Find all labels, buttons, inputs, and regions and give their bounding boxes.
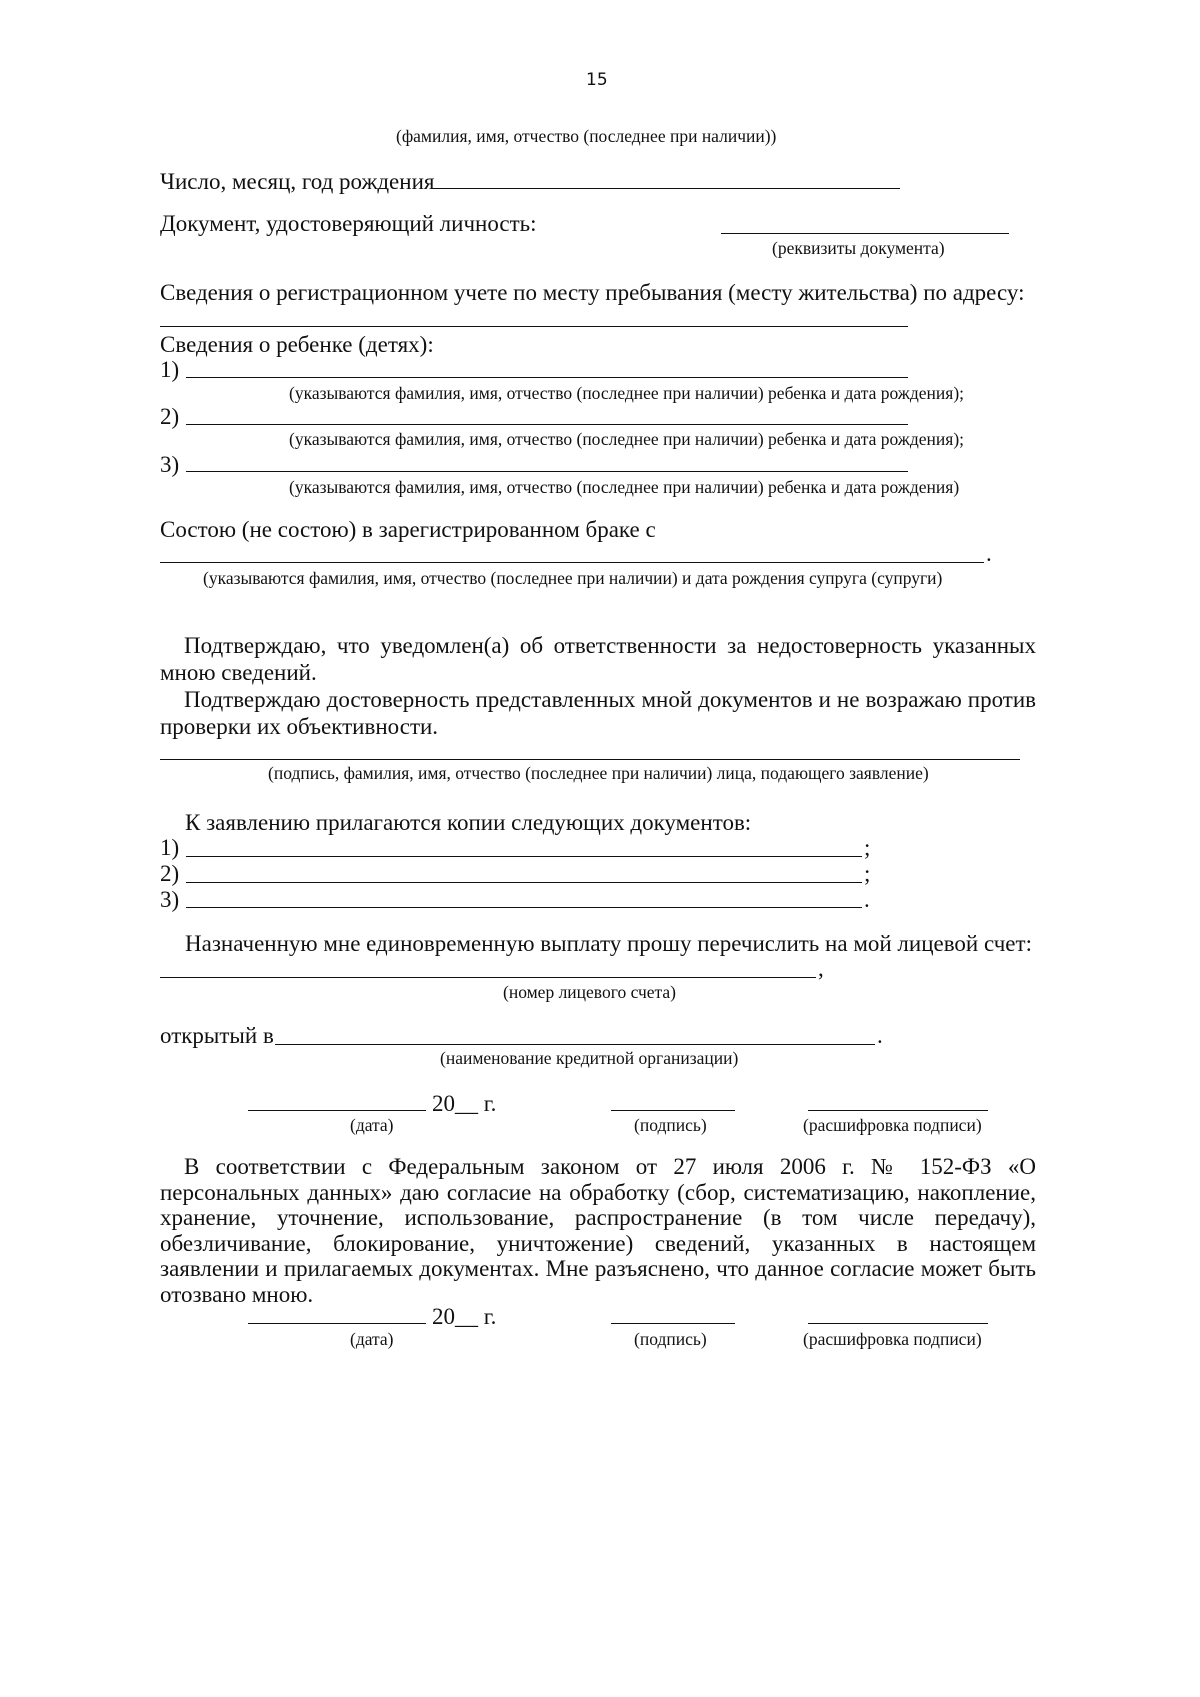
spouse-field[interactable] (160, 562, 984, 563)
child-1-hint: (указываются фамилия, имя, отчество (последнее при наличии) ребенка и дата рождения); (289, 383, 965, 403)
id-document-field[interactable] (721, 233, 1009, 234)
attachment-3-number: 3) (160, 887, 180, 912)
attachments-label: К заявлению прилагаются копии следующих документов: (185, 810, 752, 835)
signature-1-field[interactable] (611, 1110, 735, 1111)
child-3-hint: (указываются фамилия, имя, отчество (последнее при наличии) ребенка и дата рождения) (289, 477, 960, 497)
date-2-hint: (дата) (350, 1329, 394, 1349)
applicant-signature-hint: (подпись, фамилия, имя, отчество (последнее при наличии) лица, подающего заявление) (268, 763, 929, 783)
signature-decode-1-hint: (расшифровка подписи) (803, 1115, 982, 1135)
attachment-1-field[interactable] (186, 856, 862, 857)
children-label: Сведения о ребенке (детях): (160, 332, 434, 357)
confirm-responsibility: Подтверждаю, что уведомлен(а) об ответственности за недостоверность указанных мною сведений. (160, 633, 1036, 685)
confirm-authenticity: Подтверждаю достоверность представленных мной документов и не возражаю против проверки их объективности. (160, 687, 1036, 739)
attachment-2-end: ; (864, 861, 871, 886)
child-3-field[interactable] (186, 471, 908, 472)
consent-text: В соответствии с Федеральным законом от 27 июля 2006 г. № 152-ФЗ «О персональных данных» даю согласие на обработку (сбор, систематизацию, накопление, хранение, уточнение, использование, распространение (в том числе передачу), обезличивание, блокирование, уничтожение) сведений, указанных в настоящем заявлении и прилагаемых документах. Мне разъяснено, что данное согласие может быть отозвано мною. (160, 1154, 1036, 1307)
bank-name-hint: (наименование кредитной организации) (440, 1048, 739, 1068)
consent-block (160, 1154, 1036, 1307)
opened-in-label: открытый в (160, 1023, 274, 1048)
registration-label: Сведения о регистрационном учете по месту пребывания (месту жительства) по адресу: (160, 280, 1025, 305)
attachment-3-end: . (864, 887, 870, 912)
applicant-signature-field[interactable] (160, 759, 1020, 760)
attachment-1-number: 1) (160, 835, 180, 860)
account-number-field[interactable] (160, 977, 816, 978)
attachment-2-number: 2) (160, 861, 180, 886)
signature-2-field[interactable] (611, 1323, 735, 1324)
birth-date-label: Число, месяц, год рождения (160, 169, 435, 194)
bank-name-end: . (877, 1023, 883, 1048)
spouse-hint: (указываются фамилия, имя, отчество (последнее при наличии) и дата рождения супруга (супруги) (203, 568, 943, 588)
child-2-hint: (указываются фамилия, имя, отчество (последнее при наличии) ребенка и дата рождения); (289, 429, 965, 449)
birth-date-field[interactable] (432, 188, 900, 189)
attachment-3-field[interactable] (186, 907, 862, 908)
child-1-number: 1) (160, 357, 180, 382)
date-2-field[interactable] (248, 1323, 426, 1324)
signature-decode-1-field[interactable] (808, 1110, 988, 1111)
date-1-field[interactable] (248, 1110, 426, 1111)
fio-hint: (фамилия, имя, отчество (последнее при наличии)) (396, 126, 777, 146)
id-document-label: Документ, удостоверяющий личность: (160, 211, 537, 236)
attachment-1-end: ; (864, 835, 871, 860)
account-number-hint: (номер лицевого счета) (503, 982, 677, 1002)
child-2-number: 2) (160, 404, 180, 429)
page-number: 15 (586, 70, 608, 90)
child-1-field[interactable] (186, 377, 908, 378)
registration-address-field[interactable] (160, 326, 908, 327)
signature-decode-2-field[interactable] (808, 1323, 988, 1324)
date-2-year: 20__ г. (432, 1304, 497, 1329)
marriage-label: Состою (не состою) в зарегистрированном браке с (160, 517, 656, 542)
attachment-2-field[interactable] (186, 882, 862, 883)
payment-label: Назначенную мне единовременную выплату прошу перечислить на мой лицевой счет: (185, 931, 1032, 956)
signature-1-hint: (подпись) (634, 1115, 707, 1135)
id-document-hint: (реквизиты документа) (772, 238, 945, 258)
date-1-year: 20__ г. (432, 1091, 497, 1116)
child-3-number: 3) (160, 452, 180, 477)
confirm-block (160, 632, 1036, 740)
signature-decode-2-hint: (расшифровка подписи) (803, 1329, 982, 1349)
spouse-field-end: . (986, 541, 992, 566)
bank-name-field[interactable] (275, 1044, 875, 1045)
date-1-hint: (дата) (350, 1115, 394, 1135)
account-number-end: , (818, 956, 824, 981)
signature-2-hint: (подпись) (634, 1329, 707, 1349)
child-2-field[interactable] (186, 424, 908, 425)
